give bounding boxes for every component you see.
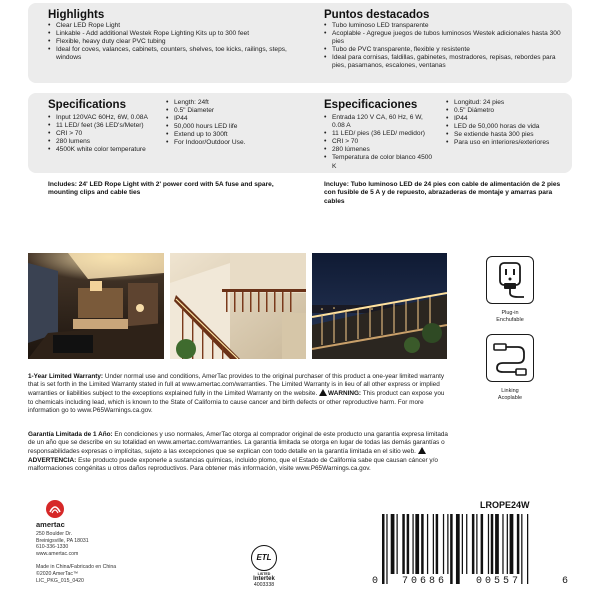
cert-lab: Intertek (253, 576, 275, 582)
spec-item-es: • IP44 (446, 115, 571, 123)
feature-plug-in (486, 256, 534, 323)
barcode-bar (450, 514, 453, 584)
barcode-bar (421, 514, 424, 574)
warning-triangle-icon-es (418, 447, 426, 454)
address-line: 610-336-1330 (36, 544, 69, 551)
highlights-list-es (324, 22, 564, 71)
specs-english (48, 99, 313, 154)
barcode-bar (427, 514, 428, 574)
spec-item: • CRI > 70 (48, 130, 158, 138)
warning-heading: WARNING: (328, 390, 362, 398)
barcode-bar (507, 514, 508, 574)
barcode-digit-first: 0 (372, 576, 379, 587)
cert-number: 4003338 (253, 582, 275, 588)
spec-item: • 11 LED/ feet (36 LED's/Meter) (48, 122, 158, 130)
barcode-bar (521, 514, 522, 584)
warranty-heading-es: Garantía Limitada de 1 Año: (28, 431, 113, 438)
specs-list-1 (48, 114, 158, 154)
photo-staircase (170, 253, 306, 359)
specs-list-2 (166, 99, 296, 148)
spec-item-es: • Para uso en interiores/exteriores (446, 139, 571, 147)
address-line: 250 Boulder Dr. (36, 531, 73, 537)
warning-text: This product can expose you to chemicals including lead, which is known to the State of California to cause cancer and birth defects or other reproductive harm. For more information go to www.P65Warnings.ca.gov. (28, 390, 445, 414)
highlight-item: • Flexible, heavy duty clear PVC tubing (48, 38, 288, 46)
specs-list-1-es (324, 114, 434, 171)
barcode-bar (456, 514, 460, 584)
barcode-bar (386, 514, 387, 584)
highlights-spanish (324, 9, 564, 71)
link-icon (486, 334, 534, 382)
barcode-bar (412, 514, 413, 574)
barcode-bar (476, 514, 477, 574)
spec-item-es: • 280 lúmenes (324, 146, 434, 154)
barcode-bar (382, 514, 385, 584)
barcode-bar (472, 514, 475, 574)
highlights-list (48, 22, 288, 62)
barcode-bar (466, 514, 467, 574)
barcode-bar (491, 514, 494, 574)
spec-item: • For Indoor/Outdoor Use. (166, 139, 296, 147)
plug-label-en: Plug-in (501, 310, 519, 316)
highlight-item-es: • Ideal para cornisas, faldillas, gabinetes, mostradores, repisas, rebordes para pies, pasamanos, escalones, ventanas (324, 54, 564, 70)
made-in: Made in China/Fabricado en China (36, 564, 117, 571)
highlight-item-es: • Acoplable - Agregue juegos de tubos luminosos Westek adicionales hasta 300 pies (324, 30, 564, 46)
address-line: Breinigsville, PA 18031 (36, 537, 89, 544)
specifications-box (28, 93, 572, 173)
warranty-heading: 1-Year Limited Warranty: (28, 373, 104, 380)
specs-title: Specifications (48, 99, 126, 111)
highlight-item-es: • Tubo luminoso LED transparente (324, 22, 564, 30)
warranty-text: Under normal use and conditions, AmerTac provides to the original purchaser of this product a one-year limited warranty that is set forth in the Limited Warranty stated in full at www.amertac.com/warranties. The Limited Warranty is in lieu of all other express or implied warranties or liabilities subject to the exceptions explained fully in the Limited Warranty on the website. (28, 373, 445, 398)
barcode-bar (402, 514, 405, 574)
etl-logo-icon: ETL (251, 545, 277, 571)
barcode-digit-last: 6 (562, 576, 569, 587)
warranty-spanish (28, 431, 448, 473)
barcode-bar (391, 514, 395, 574)
etl-certification (244, 545, 284, 588)
plug-label-es: Enchufable (496, 317, 524, 323)
highlight-item-es: • Tubo de PVC transparente, flexible y resistente (324, 46, 564, 54)
plug-icon (486, 256, 534, 304)
specs-spanish (324, 99, 569, 170)
barcode-digits-left: 70686 (402, 576, 448, 587)
link-label-en: Linking (501, 388, 519, 394)
barcode-bar (517, 514, 520, 574)
spec-item: • 50,000 hours LED life (166, 123, 296, 131)
spec-item-es: • Se extiende hasta 300 pies (446, 131, 571, 139)
barcode-bar (433, 514, 434, 574)
specs-list-2-es (446, 99, 571, 148)
barcode-bar (481, 514, 484, 574)
barcode-bar (443, 514, 444, 574)
upc-barcode (372, 514, 572, 600)
highlights-title: Highlights (48, 9, 105, 21)
barcode-bar (415, 514, 419, 574)
spec-item-es: • CRI > 70 (324, 138, 434, 146)
spec-item-es: • Longitud: 24 pies (446, 99, 571, 107)
highlight-item: • Linkable - Add additional Westek Rope Lighting Kits up to 300 feet (48, 30, 288, 38)
warranty-text-es: En condiciones y uso normales, AmerTac otorga al comprador original de este producto una garantía expresa limitada de un año que se describe en su totalidad en www.amertac.com/warranties. La garantía limitada se otorga en lugar de todas las demás garantías o responsabilidades expresas o implícitas, sujeto a las excepciones que se explican con todo detalle en la garantía limitada en el sitio web. (28, 431, 448, 456)
includes-spanish: Incluye: Tubo luminoso LED de 24 pies con cable de alimentación de 2 pies con fusible de 5 A y de repuesto, abrazaderas de montaje y amarras para cables (324, 181, 561, 205)
spec-item: • Input 120VAC 60Hz, 6W, 0.08A (48, 114, 158, 122)
spec-item-es: • Entrada 120 V CA, 60 Hz, 6 W, 0.08 A (324, 114, 434, 130)
barcode-bar (397, 514, 398, 574)
link-label-es: Acoplable (497, 395, 523, 401)
barcode-bar (510, 514, 514, 574)
spec-item-es: • Temperatura de color blanco 4500 K (324, 154, 434, 170)
company-address (36, 531, 166, 557)
feature-linking (486, 334, 534, 401)
spec-item: • 4500K white color temperature (48, 146, 158, 154)
barcode-bar (488, 514, 489, 574)
highlights-english (48, 9, 288, 62)
company-block (36, 500, 166, 584)
spec-item-es: • LED de 50,000 horas de vida (446, 123, 571, 131)
includes-english: Includes: 24' LED Rope Light with 2' power cord with 5A fuse and spare, mounting clips and cable ties (48, 181, 274, 197)
highlights-box (28, 3, 572, 83)
address-line: www.amertac.com (36, 550, 79, 557)
package-code: LIC_PKG_015_0420 (36, 577, 84, 584)
spec-item: • Extend up to 300ft (166, 131, 296, 139)
highlight-item: • Ideal for coves, valances, cabinets, counters, shelves, toe kicks, railings, steps, windows (48, 46, 288, 62)
barcode-bar (407, 514, 410, 574)
highlight-item: • Clear LED Rope Light (48, 22, 288, 30)
warning-heading-es: ADVERTENCIA: (28, 456, 77, 464)
photo-living-room (28, 253, 164, 359)
specs-title-es: Especificaciones (324, 99, 418, 111)
spec-item-es: • 11 LED/ pies (36 LED/ medidor) (324, 130, 434, 138)
warning-triangle-icon (319, 389, 327, 396)
warranty-english (28, 373, 448, 415)
highlights-title-es: Puntos destacados (324, 9, 430, 21)
barcode-bar (527, 514, 528, 584)
photo-patio-railing (312, 253, 447, 359)
etl-listed: LISTED (257, 572, 271, 576)
barcode-bar (502, 514, 503, 574)
barcode-bar (436, 514, 439, 574)
spec-item: • Length: 24ft (166, 99, 296, 107)
barcode-bar (495, 514, 499, 574)
warning-text-es: Este producto puede exponerle a sustancias químicas, incluido plomo, que el Estado de California sabe que causan cáncer y/o malformaciones congénitas u otros daños reproductivos. Para obtener más información, visite www.P65Warnings.ca.gov. (28, 456, 438, 472)
spec-item: • IP44 (166, 115, 296, 123)
model-number: LROPE24W (480, 500, 530, 510)
amertac-logo-icon (46, 500, 64, 518)
spec-item: • 280 lumens (48, 138, 158, 146)
barcode-bar (447, 514, 448, 574)
spec-item-es: • 0.5" Diámetro (446, 107, 571, 115)
copyright: ©2020 AmerTac™ (36, 570, 79, 577)
company-name: amertac (36, 520, 65, 529)
barcode-bar (462, 514, 463, 574)
spec-item: • 0.5" Diameter (166, 107, 296, 115)
barcode-digits-right: 00557 (476, 576, 522, 587)
